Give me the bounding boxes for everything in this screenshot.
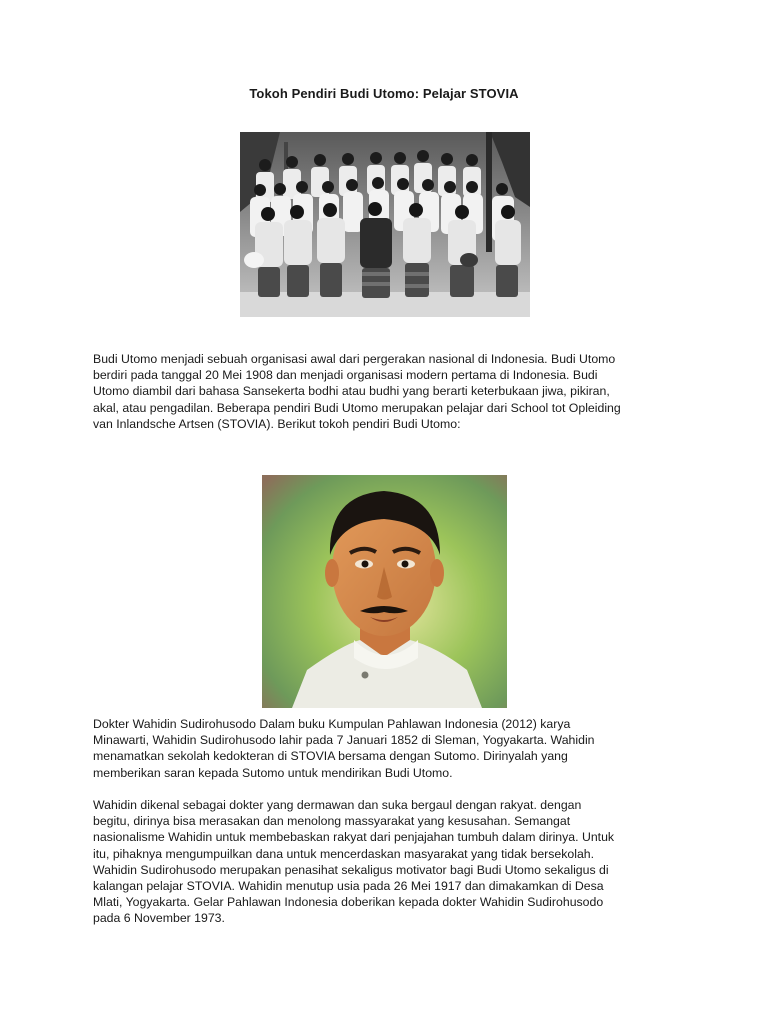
wahidin-bio-paragraph [93, 716, 683, 781]
wahidin-legacy-paragraph [93, 797, 683, 927]
group-photo [240, 132, 530, 317]
page-title: Tokoh Pendiri Budi Utomo: Pelajar STOVIA [249, 86, 519, 101]
paragraph-line: Dokter Wahidin Sudirohusodo Dalam buku Kumpulan Pahlawan Indonesia (2012) karya [93, 717, 571, 731]
paragraph-line: Minawarti, Wahidin Sudirohusodo lahir pada 7 Januari 1852 di Sleman, Yogyakarta. Wahidin [93, 733, 595, 748]
paragraph-line: Mlati, Yogyakarta. Gelar Pahlawan Indonesia doberikan kepada dokter Wahidin Sudirohusodo [93, 895, 604, 910]
paragraph-line: nasionalisme Wahidin untuk membebaskan rakyat dari penjajahan tumbuh dalam dirinya. Untuk [93, 830, 615, 845]
paragraph-line: Utomo diambil dari bahasa Sansekerta bodhi atau budhi yang berarti keterbukaan jiwa, pikiran, [93, 384, 610, 399]
paragraph-line: Budi Utomo menjadi sebuah organisasi awal dari pergerakan nasional di Indonesia. Budi Utomo [93, 352, 616, 366]
paragraph-line: berdiri pada tanggal 20 Mei 1908 dan menjadi organisasi modern pertama di Indonesia. Budi [93, 368, 598, 383]
paragraph-line: menamatkan sekolah kedokteran di STOVIA bersama dengan Sutomo. Dirinyalah yang [93, 749, 568, 764]
paragraph-line: pada 6 November 1973. [93, 911, 225, 926]
intro-paragraph [93, 351, 683, 432]
portrait-photo [262, 475, 507, 708]
paragraph-line: begitu, dirinya bisa merasakan dan menolong massyarakat yang kesusahan. Semangat [93, 814, 571, 829]
paragraph-line: itu, pihaknya mengumpuilkan dana untuk mencerdaskan masyarakat yang tidak bersekolah. [93, 846, 595, 861]
paragraph-line: kalangan pelajar STOVIA. Wahidin menutup usia pada 26 Mei 1917 dan dimakamkan di Desa [93, 879, 604, 894]
paragraph-line: Wahidin Sudirohusodo merupakan penasihat sekaligus motivator bagi Budi Utomo sekaligus di [93, 862, 609, 877]
paragraph-line: van Inlandsche Artsen (STOVIA). Berikut tokoh pendiri Budi Utomo: [93, 416, 461, 431]
paragraph-line: memberikan saran kepada Sutomo untuk mendirikan Budi Utomo. [93, 765, 453, 780]
paragraph-line: akal, atau pengadilan. Beberapa pendiri Budi Utomo merupakan pelajar dari School tot Opleiding [93, 400, 621, 415]
paragraph-line: Wahidin dikenal sebagai dokter yang dermawan dan suka bergaul dengan rakyat. dengan [93, 798, 582, 812]
